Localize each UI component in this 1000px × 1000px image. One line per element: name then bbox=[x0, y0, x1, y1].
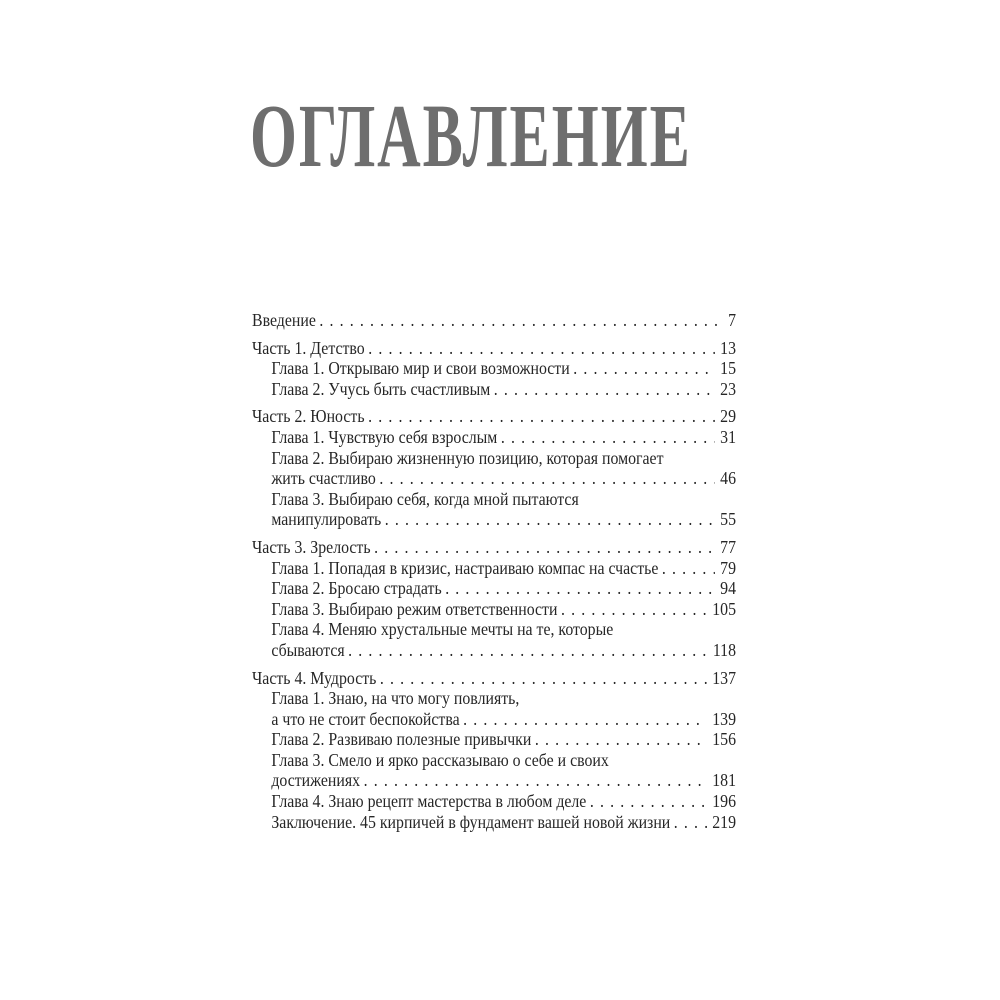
toc-entry bbox=[252, 406, 736, 427]
toc-entry-label: Глава 1. Открываю мир и свои возможности bbox=[271, 358, 570, 379]
toc-entry-label: достижениях bbox=[271, 770, 361, 791]
dot-leader bbox=[674, 812, 707, 833]
toc-entry-continuation bbox=[252, 509, 736, 530]
toc-page-number: 196 bbox=[712, 791, 736, 812]
toc-entry bbox=[252, 668, 736, 689]
dot-leader bbox=[501, 427, 715, 448]
dot-leader bbox=[348, 640, 707, 661]
dot-leader bbox=[535, 729, 707, 750]
toc-entry-label: Заключение. 45 кирпичей в фундамент вашей новой жизни bbox=[271, 811, 671, 832]
toc-page-number: 77 bbox=[720, 536, 736, 557]
table-of-contents bbox=[252, 310, 736, 832]
toc-page-number: 15 bbox=[720, 358, 736, 379]
toc-entry-label: Глава 1. Знаю, на что могу повлиять, bbox=[271, 688, 520, 709]
toc-entry bbox=[252, 537, 736, 558]
toc-entry bbox=[252, 791, 736, 812]
toc-entry-continuation bbox=[252, 709, 736, 730]
toc-page-number: 55 bbox=[720, 509, 736, 530]
toc-entry-label: а что не стоит беспокойства bbox=[271, 708, 460, 729]
toc-entry-label: Часть 3. Зрелость bbox=[252, 536, 371, 557]
toc-entry-label: Введение bbox=[252, 310, 316, 330]
toc-page-number: 139 bbox=[712, 708, 736, 729]
toc-page-number: 29 bbox=[720, 406, 736, 427]
toc-entry bbox=[252, 750, 736, 771]
toc-entry-continuation bbox=[252, 770, 736, 791]
dot-leader bbox=[319, 310, 722, 331]
toc-page-number: 156 bbox=[712, 729, 736, 750]
toc-entry-label: Глава 1. Чувствую себя взрослым bbox=[271, 426, 498, 447]
dot-leader bbox=[573, 358, 715, 379]
toc-page-number: 219 bbox=[712, 811, 736, 832]
toc-page-number: 105 bbox=[712, 598, 736, 619]
toc-entry-label: Часть 2. Юность bbox=[252, 406, 365, 427]
toc-page-number: 7 bbox=[728, 310, 736, 330]
dot-leader bbox=[379, 468, 715, 489]
toc-entry bbox=[252, 338, 736, 359]
dot-leader bbox=[385, 509, 715, 530]
toc-page-number: 23 bbox=[720, 378, 736, 399]
dot-leader bbox=[463, 709, 707, 730]
toc-entry-label: Глава 4. Меняю хрустальные мечты на те, которые bbox=[271, 619, 614, 640]
toc-entry bbox=[252, 310, 736, 331]
toc-entry bbox=[252, 812, 736, 833]
toc-entry-label: Глава 3. Выбираю режим ответственности bbox=[271, 598, 558, 619]
toc-entry bbox=[252, 578, 736, 599]
toc-entry-label: Часть 1. Детство bbox=[252, 337, 365, 358]
toc-entry-label: жить счастливо bbox=[271, 468, 376, 489]
toc-entry bbox=[252, 619, 736, 640]
dot-leader bbox=[368, 406, 715, 427]
toc-page-number: 79 bbox=[720, 557, 736, 578]
toc-entry-label: Глава 2. Бросаю страдать bbox=[271, 578, 442, 599]
dot-leader bbox=[494, 379, 715, 400]
toc-entry bbox=[252, 729, 736, 750]
dot-leader bbox=[662, 558, 715, 579]
toc-entry-label: Глава 2. Выбираю жизненную позицию, которая помогает bbox=[271, 447, 664, 468]
toc-entry-label: Часть 4. Мудрость bbox=[252, 667, 377, 688]
toc-entry-label: Глава 2. Развиваю полезные привычки bbox=[271, 729, 532, 750]
toc-entry-label: Глава 1. Попадая в кризис, настраиваю компас на счастье bbox=[271, 557, 659, 578]
dot-leader bbox=[561, 599, 707, 620]
toc-entry-label: Глава 3. Смело и ярко рассказываю о себе и своих bbox=[271, 749, 609, 770]
toc-entry bbox=[252, 599, 736, 620]
dot-leader bbox=[590, 791, 707, 812]
toc-page-number: 31 bbox=[720, 426, 736, 447]
dot-leader bbox=[445, 578, 715, 599]
dot-leader bbox=[368, 338, 715, 359]
toc-page-number: 94 bbox=[720, 578, 736, 599]
toc-entry bbox=[252, 558, 736, 579]
toc-page-number: 181 bbox=[712, 770, 736, 791]
toc-page-number: 118 bbox=[712, 639, 736, 660]
toc-entry-label: Глава 4. Знаю рецепт мастерства в любом деле bbox=[271, 791, 587, 812]
dot-leader bbox=[380, 668, 707, 689]
toc-entry bbox=[252, 427, 736, 448]
toc-entry-continuation bbox=[252, 640, 736, 661]
toc-entry bbox=[252, 489, 736, 510]
toc-entry bbox=[252, 358, 736, 379]
toc-entry-continuation bbox=[252, 468, 736, 489]
toc-page-number: 137 bbox=[712, 667, 736, 688]
toc-entry-label: Глава 2. Учусь быть счастливым bbox=[271, 378, 491, 399]
toc-entry bbox=[252, 379, 736, 400]
toc-entry bbox=[252, 688, 736, 709]
page-title: ОГЛАВЛЕНИЕ bbox=[250, 87, 692, 186]
dot-leader bbox=[364, 770, 707, 791]
toc-entry bbox=[252, 448, 736, 469]
toc-page-number: 13 bbox=[720, 337, 736, 358]
dot-leader bbox=[374, 537, 715, 558]
toc-entry-label: сбываются bbox=[271, 639, 345, 660]
toc-entry-label: манипулировать bbox=[271, 509, 382, 530]
toc-page-number: 46 bbox=[720, 468, 736, 489]
toc-entry-label: Глава 3. Выбираю себя, когда мной пытаются bbox=[271, 488, 579, 509]
